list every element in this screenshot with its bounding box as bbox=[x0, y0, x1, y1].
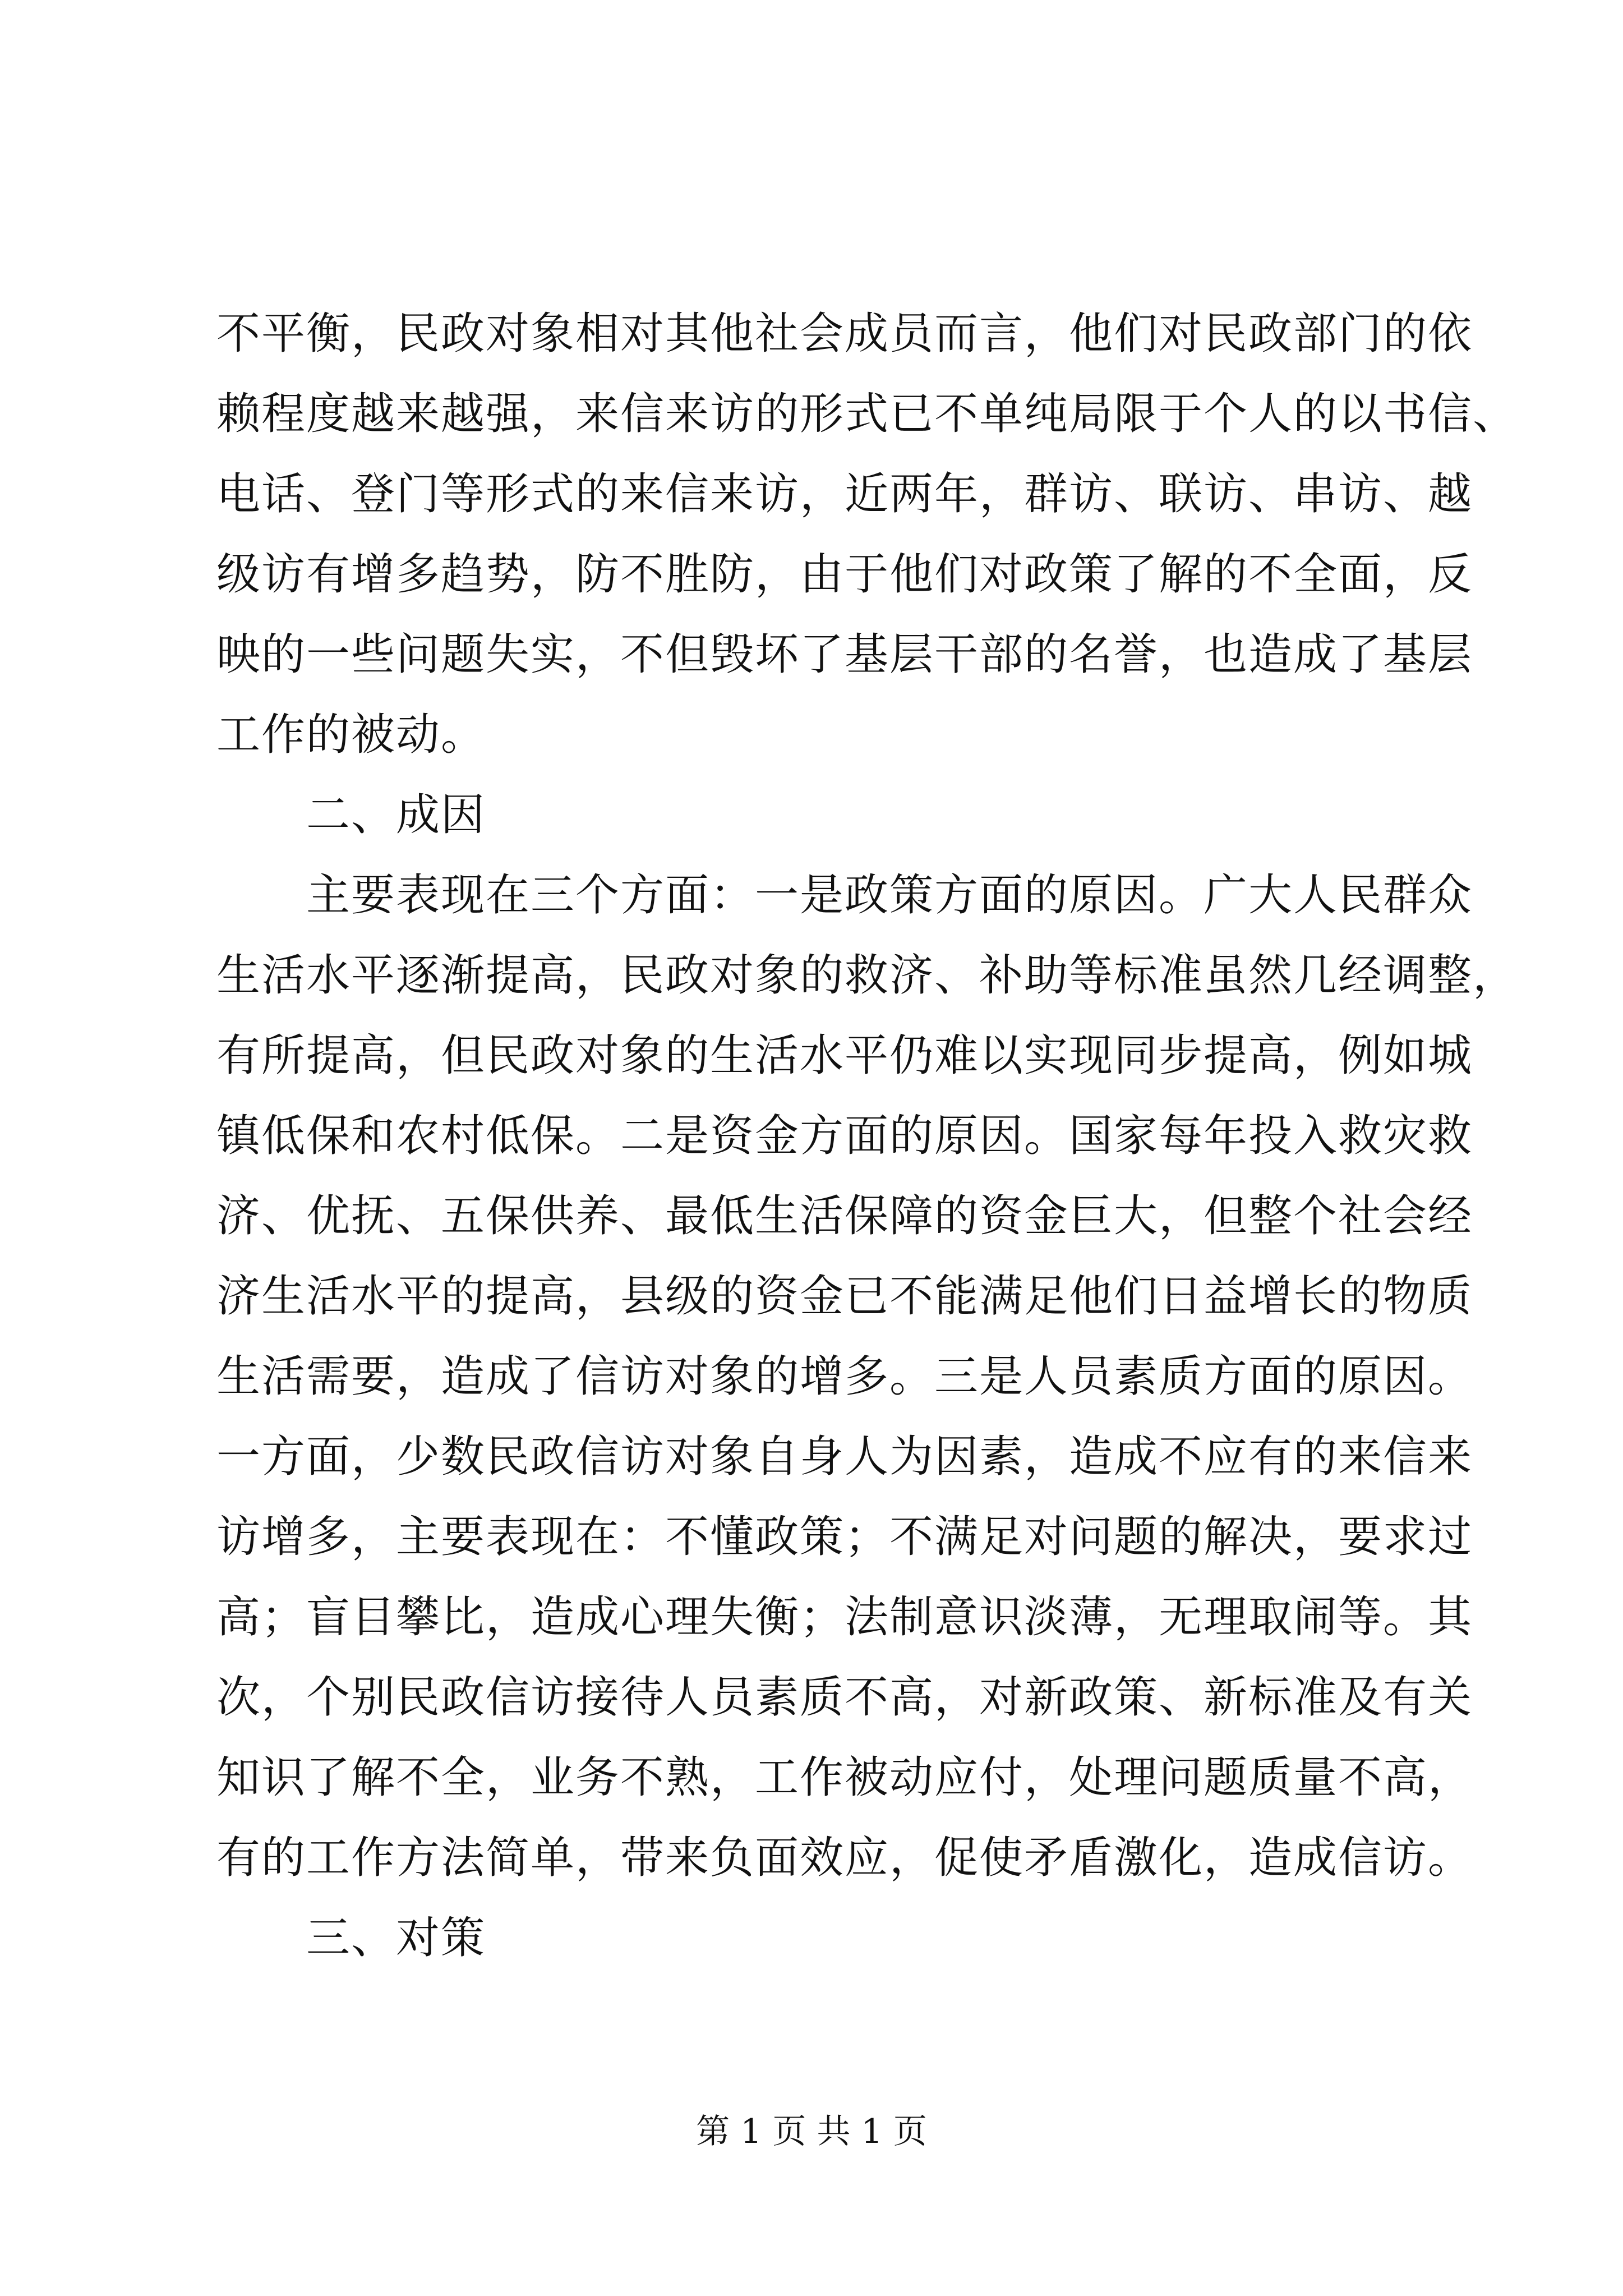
paragraph-line: 主要表现在三个方面：一是政策方面的原因。广大人民群众 bbox=[306, 870, 1473, 921]
paragraph-line: 知识了解不全，业务不熟，工作被动应付，处理问题质量不高， bbox=[216, 1752, 1473, 1803]
paragraph-line: 镇低保和农村低保。二是资金方面的原因。国家每年投入救灾救 bbox=[216, 1111, 1473, 1161]
paragraph-line: 生活水平逐渐提高，民政对象的救济、补助等标准虽然几经调整， bbox=[216, 950, 1518, 1001]
paragraph-line: 访增多，主要表现在：不懂政策；不满足对问题的解决，要求过 bbox=[216, 1512, 1473, 1562]
paragraph-line: 高；盲目攀比，造成心理失衡；法制意识淡薄，无理取闹等。其 bbox=[216, 1592, 1473, 1642]
paragraph-line: 赖程度越来越强，来信来访的形式已不单纯局限于个人的以书信、 bbox=[216, 389, 1518, 439]
paragraph-line: 济生活水平的提高，县级的资金已不能满足他们日益增长的物质 bbox=[216, 1271, 1473, 1322]
paragraph-line: 映的一些问题失实，不但毁坏了基层干部的名誉，也造成了基层 bbox=[216, 629, 1473, 680]
paragraph-line: 电话、登门等形式的来信来访，近两年，群访、联访、串访、越 bbox=[216, 469, 1473, 519]
paragraph-line: 生活需要，造成了信访对象的增多。三是人员素质方面的原因。 bbox=[216, 1351, 1473, 1402]
paragraph-line: 不平衡，民政对象相对其他社会成员而言，他们对民政部门的依 bbox=[216, 309, 1473, 359]
paragraph-line: 工作的被动。 bbox=[216, 710, 486, 760]
paragraph-line: 有所提高，但民政对象的生活水平仍难以实现同步提高，例如城 bbox=[216, 1030, 1473, 1081]
paragraph-line: 次，个别民政信访接待人员素质不高，对新政策、新标准及有关 bbox=[216, 1672, 1473, 1723]
paragraph-line: 有的工作方法简单，带来负面效应，促使矛盾激化，造成信访。 bbox=[216, 1833, 1473, 1883]
section-heading: 二、成因 bbox=[306, 790, 486, 840]
section-heading: 三、对策 bbox=[306, 1913, 486, 1963]
paragraph-line: 级访有增多趋势，防不胜防，由于他们对政策了解的不全面，反 bbox=[216, 549, 1473, 600]
paragraph-line: 一方面，少数民政信访对象自身人为因素，造成不应有的来信来 bbox=[216, 1432, 1473, 1482]
paragraph-line: 济、优抚、五保供养、最低生活保障的资金巨大，但整个社会经 bbox=[216, 1191, 1473, 1241]
page-number-footer: 第 1 页 共 1 页 bbox=[696, 2112, 927, 2151]
